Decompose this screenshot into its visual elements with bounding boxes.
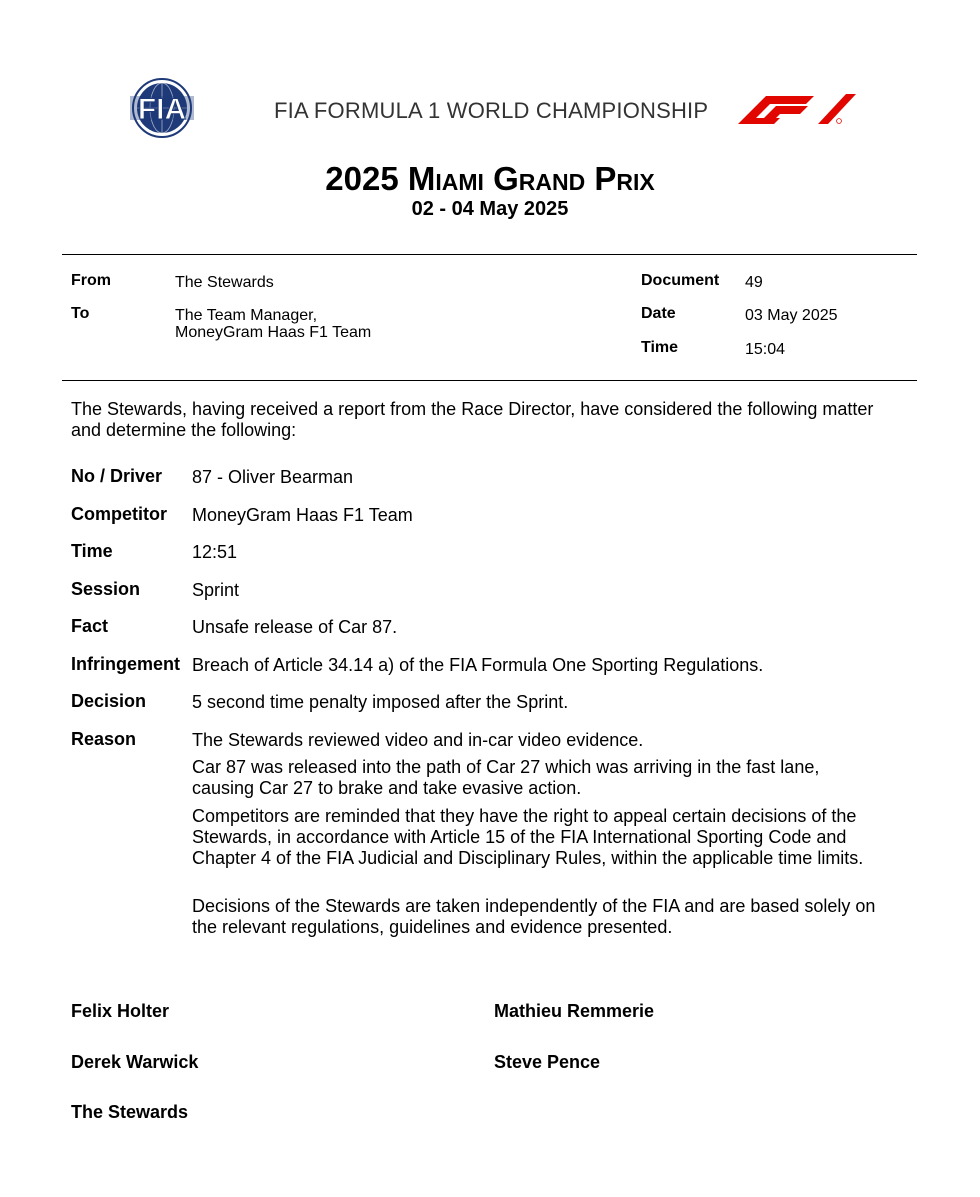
fact-label: Fact [71,616,109,636]
driver-value: 87 - Oliver Bearman [192,467,354,487]
reason-paragraph-2: Car 87 was released into the path of Car 27 which was arriving in the fast lane, causing Car 27 to brake and take evasive action. [192,757,820,798]
driver-label: No / Driver [71,466,163,486]
reason-paragraph-1: The Stewards reviewed video and in-car video evidence. [192,730,644,750]
stewards-closing: The Stewards [71,1102,189,1122]
document-value: 49 [745,274,763,291]
session-value: Sprint [192,580,240,600]
time-value: 15:04 [745,341,786,358]
steward-name-3: Derek Warwick [71,1052,199,1072]
reason-paragraph-4: Decisions of the Stewards are taken independently of the FIA and are based solely on the relevant regulations, guidelines and evidence presented. [192,896,876,937]
fact-value: Unsafe release of Car 87. [192,617,398,637]
event-name-3: Prix [594,160,655,197]
to-label: To [71,305,90,322]
event-name-2: Grand [493,160,586,197]
time-label: Time [641,339,679,356]
decision-value: 5 second time penalty imposed after the Sprint. [192,692,569,712]
date-value: 03 May 2025 [745,307,838,324]
divider-bottom [62,380,917,381]
from-value: The Stewards [175,274,274,291]
divider-top [62,254,917,255]
to-value-line-1: The Team Manager, [175,307,318,324]
date-label: Date [641,305,676,322]
event-year: 2025 [325,160,399,197]
from-label: From [71,272,111,289]
competitor-value: MoneyGram Haas F1 Team [192,505,413,525]
event-title [0,160,980,198]
f1-logo-icon [736,90,858,126]
championship-title: FIA FORMULA 1 WORLD CHAMPIONSHIP [274,98,709,123]
reason-paragraph-3: Competitors are reminded that they have the right to appeal certain decisions of the Stewards, in accordance with Article 15 of the FIA International Sporting Code and Chapter 4 of the FIA Judicial and Disciplinary Rules, within the applicable time limits. [192,806,864,868]
reason-label: Reason [71,729,137,749]
event-name-1: Miami [407,160,484,197]
session-label: Session [71,579,141,599]
incident-time-label: Time [71,541,113,561]
steward-name-4: Steve Pence [494,1052,601,1072]
to-value-line-2: MoneyGram Haas F1 Team [175,324,372,341]
incident-time-value: 12:51 [192,542,238,562]
fia-logo-icon [120,78,204,138]
decision-label: Decision [71,691,147,711]
infringement-value: Breach of Article 34.14 a) of the FIA Formula One Sporting Regulations. [192,655,764,675]
steward-name-1: Felix Holter [71,1001,170,1021]
competitor-label: Competitor [71,504,167,524]
fia-logo-text: FIA [137,93,187,126]
document-label: Document [641,272,720,289]
intro-paragraph: The Stewards, having received a report from the Race Director, have considered the following matter and determine the following: [71,399,874,440]
infringement-label: Infringement [71,654,181,674]
event-dates: 02 - 04 May 2025 [411,198,569,220]
steward-name-2: Mathieu Remmerie [494,1001,655,1021]
